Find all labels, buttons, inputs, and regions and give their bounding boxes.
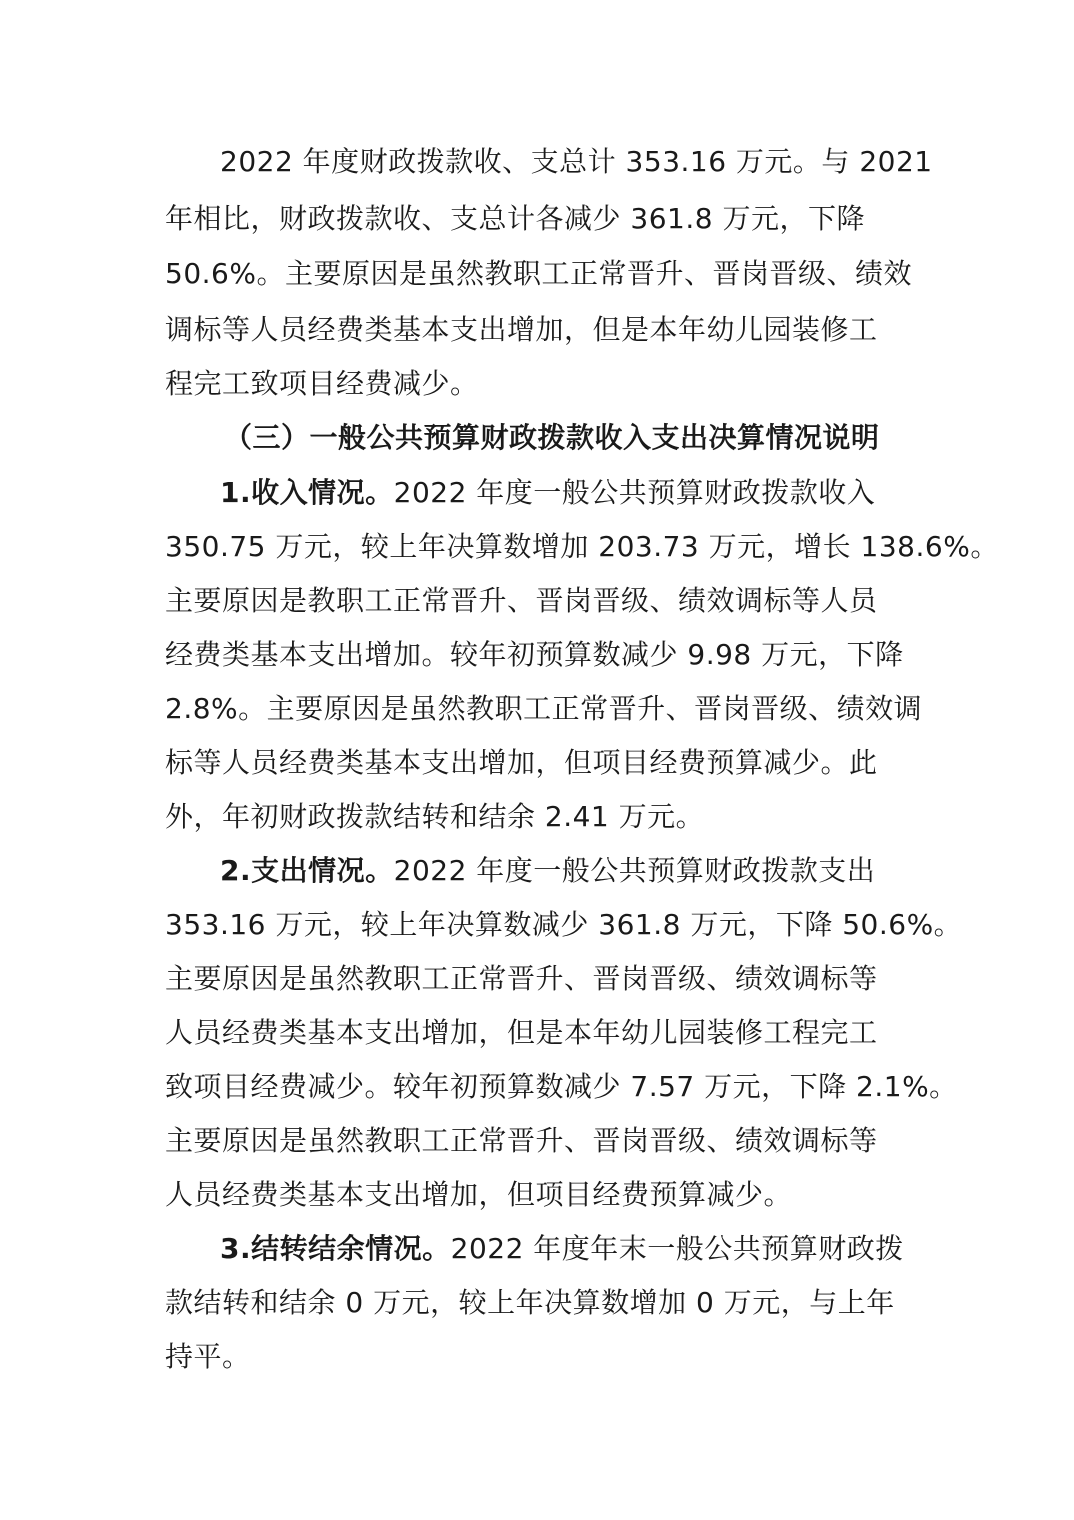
- income-first-rest: 2022 年度一般公共预算财政拨款收入: [393, 476, 876, 509]
- carryover-lead: 3.结转结余情况。: [220, 1232, 451, 1265]
- paragraph-line: 持平。: [165, 1340, 251, 1373]
- paragraph-line: 353.16 万元，较上年决算数减少 361.8 万元，下降 50.6%。: [165, 908, 963, 941]
- paragraph-line: 标等人员经费类基本支出增加，但项目经费预算减少。此: [165, 746, 878, 779]
- paragraph-line: 350.75 万元，较上年决算数增加 203.73 万元，增长 138.6%。: [165, 530, 999, 563]
- carryover-first-line: [220, 1229, 904, 1269]
- paragraph-line: 人员经费类基本支出增加，但项目经费预算减少。: [165, 1178, 793, 1211]
- section-heading: （三）一般公共预算财政拨款收入支出决算情况说明: [224, 421, 880, 454]
- paragraph-line: 调标等人员经费类基本支出增加，但是本年幼儿园装修工: [165, 313, 878, 346]
- paragraph-line: 致项目经费减少。较年初预算数减少 7.57 万元，下降 2.1%。: [165, 1070, 958, 1103]
- expense-first-line: [220, 851, 875, 891]
- paragraph-line: 主要原因是教职工正常晋升、晋岗晋级、绩效调标等人员: [165, 584, 878, 617]
- paragraph-line: 主要原因是虽然教职工正常晋升、晋岗晋级、绩效调标等: [165, 1124, 878, 1157]
- carryover-first-rest: 2022 年度年末一般公共预算财政拨: [450, 1232, 904, 1265]
- paragraph-line: 程完工致项目经费减少。: [165, 367, 479, 400]
- paragraph-line: 2.8%。主要原因是虽然教职工正常晋升、晋岗晋级、绩效调: [165, 692, 923, 725]
- paragraph-line: 人员经费类基本支出增加，但是本年幼儿园装修工程完工: [165, 1016, 878, 1049]
- paragraph-line: 2022 年度财政拨款收、支总计 353.16 万元。与 2021: [220, 145, 933, 178]
- paragraph-line: 外，年初财政拨款结转和结余 2.41 万元。: [165, 800, 705, 833]
- expense-lead: 2.支出情况。: [220, 854, 394, 887]
- expense-first-rest: 2022 年度一般公共预算财政拨款支出: [393, 854, 876, 887]
- paragraph-line: 50.6%。主要原因是虽然教职工正常晋升、晋岗晋级、绩效: [165, 257, 912, 290]
- paragraph-line: 款结转和结余 0 万元，较上年决算数增加 0 万元，与上年: [165, 1286, 895, 1319]
- paragraph-line: 经费类基本支出增加。较年初预算数减少 9.98 万元，下降: [165, 638, 904, 671]
- paragraph-line: 年相比，财政拨款收、支总计各减少 361.8 万元，下降: [165, 202, 865, 235]
- income-lead: 1.收入情况。: [220, 476, 394, 509]
- income-first-line: [220, 473, 875, 513]
- paragraph-line: 主要原因是虽然教职工正常晋升、晋岗晋级、绩效调标等: [165, 962, 878, 995]
